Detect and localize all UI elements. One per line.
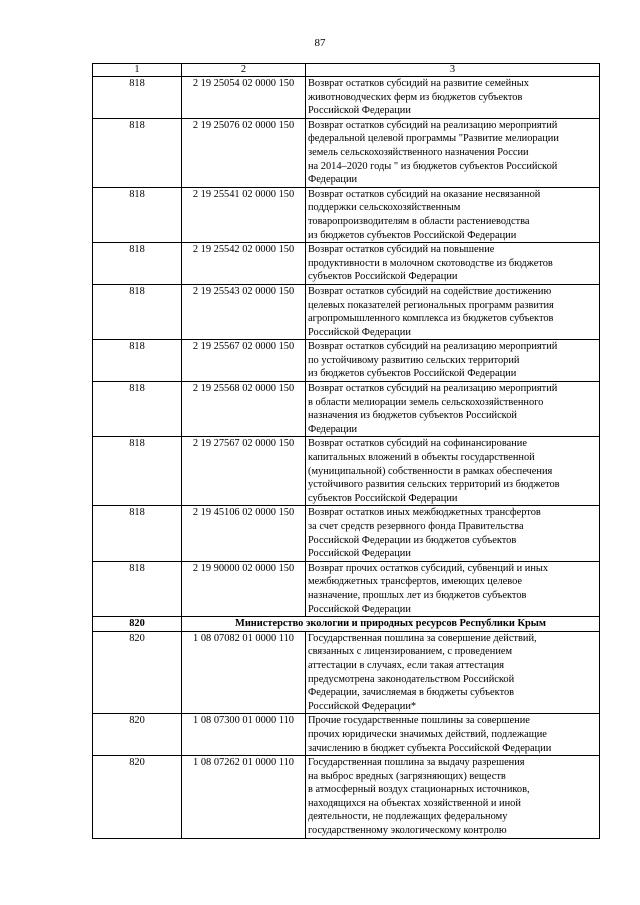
column-header-1: 1	[93, 64, 182, 77]
description-line: субъектов Российской Федерации	[308, 492, 458, 504]
description-line: находящихся на объектах хозяйственной и иной	[308, 797, 521, 809]
admin-code-cell: 820	[93, 714, 182, 756]
description-line: агропромышленного комплекса из бюджетов субъектов	[308, 313, 554, 325]
description-line: Федерации	[308, 174, 358, 186]
description-line: Возврат остатков субсидий на реализацию мероприятий	[308, 119, 558, 131]
budget-code-cell: 2 19 27567 02 0000 150	[182, 437, 306, 506]
table-row	[93, 714, 600, 756]
description-line: Российской Федерации	[308, 548, 411, 560]
admin-code-cell: 818	[93, 77, 182, 119]
description-line: из бюджетов субъектов Российской Федерации	[308, 368, 517, 380]
admin-code-cell: 818	[93, 437, 182, 506]
budget-classification-table	[92, 63, 600, 839]
description-cell	[306, 631, 600, 714]
page-number: 87	[314, 37, 326, 49]
admin-code-cell: 818	[93, 561, 182, 616]
description-line: Возврат прочих остатков субсидий, субвенций и иных	[308, 562, 549, 574]
description-line: прочих юридически значимых действий, подлежащие	[308, 728, 547, 740]
section-header-row	[93, 617, 600, 632]
description-line: межбюджетных трансфертов, имеющих целевое	[308, 576, 523, 588]
description-line: Возврат остатков субсидий на реализацию мероприятий	[308, 341, 558, 353]
description-line: Возврат остатков субсидий на содействие достижению	[308, 285, 552, 297]
description-cell	[306, 243, 600, 285]
description-line: деятельности, не подлежащих федеральному	[308, 811, 508, 823]
budget-code-cell: 1 08 07082 01 0000 110	[182, 631, 306, 714]
description-line: Российской Федерации	[308, 326, 411, 338]
section-admin-code: 820	[93, 617, 182, 632]
description-line: (муниципальной) собственности в рамках обеспечения	[308, 465, 553, 477]
description-line: аттестации в случаях, если такая аттестация	[308, 659, 505, 671]
description-line: Прочие государственные пошлины за совершение	[308, 715, 530, 727]
description-line: Возврат остатков субсидий на софинансирование	[308, 438, 527, 450]
description-line: Возврат остатков субсидий на оказание несвязанной	[308, 188, 541, 200]
description-cell	[306, 506, 600, 561]
admin-code-cell: 818	[93, 243, 182, 285]
description-cell	[306, 561, 600, 616]
description-line: поддержки сельскохозяйственным	[308, 202, 461, 214]
admin-code-cell: 818	[93, 382, 182, 437]
admin-code-cell: 820	[93, 631, 182, 714]
description-line: по устойчивому развитию сельских территорий	[308, 354, 520, 366]
description-line: назначения из бюджетов субъектов Российской	[308, 410, 517, 422]
description-line: из бюджетов субъектов Российской Федерации	[308, 229, 517, 241]
description-line: связанных с лицензированием, с проведением	[308, 646, 513, 658]
admin-code-cell: 818	[93, 187, 182, 242]
table-body	[93, 77, 600, 839]
budget-code-cell: 2 19 25543 02 0000 150	[182, 284, 306, 339]
admin-code-cell: 818	[93, 340, 182, 382]
table-row	[93, 187, 600, 242]
table-row	[93, 631, 600, 714]
description-line: Государственная пошлина за выдачу разрешения	[308, 757, 525, 769]
description-cell	[306, 77, 600, 119]
budget-code-cell: 2 19 45106 02 0000 150	[182, 506, 306, 561]
description-line: Российской Федерации из бюджетов субъектов	[308, 534, 517, 546]
description-line: субъектов Российской Федерации	[308, 271, 458, 283]
table-row	[93, 756, 600, 839]
budget-code-cell: 1 08 07300 01 0000 110	[182, 714, 306, 756]
description-line: Федерации	[308, 423, 358, 435]
description-cell	[306, 382, 600, 437]
description-line: федеральной целевой программы "Развитие мелиорации	[308, 133, 559, 145]
description-cell	[306, 437, 600, 506]
admin-code-cell: 818	[93, 506, 182, 561]
admin-code-cell: 820	[93, 756, 182, 839]
budget-code-cell: 2 19 25568 02 0000 150	[182, 382, 306, 437]
description-line: за счет средств резервного фонда Правительства	[308, 521, 524, 532]
description-line: Возврат остатков субсидий на реализацию мероприятий	[308, 383, 558, 395]
table-row	[93, 506, 600, 561]
table-row	[93, 77, 600, 119]
header-row	[93, 64, 600, 77]
description-line: Российской Федерации	[308, 603, 411, 615]
description-line: зачислению в бюджет субъекта Российской Федерации	[308, 742, 552, 754]
description-line: на выброс вредных (загрязняющих) веществ	[308, 770, 506, 782]
description-cell	[306, 187, 600, 242]
table-header	[93, 64, 600, 77]
description-cell	[306, 118, 600, 187]
budget-code-cell: 1 08 07262 01 0000 110	[182, 756, 306, 839]
description-line: земель сельскохозяйственного назначения России	[308, 146, 529, 158]
table-row	[93, 561, 600, 616]
table-row	[93, 284, 600, 339]
admin-code-cell: 818	[93, 284, 182, 339]
description-line: на 2014–2020 годы " из бюджетов субъектов Российской	[308, 160, 558, 172]
table-row	[93, 118, 600, 187]
description-line: предусмотрена законодательством Российской	[308, 673, 515, 685]
description-cell	[306, 756, 600, 839]
budget-code-cell: 2 19 25054 02 0000 150	[182, 77, 306, 119]
description-cell	[306, 284, 600, 339]
admin-code-cell: 818	[93, 118, 182, 187]
table-row	[93, 340, 600, 382]
budget-code-cell: 2 19 90000 02 0000 150	[182, 561, 306, 616]
table-row	[93, 243, 600, 285]
description-line: назначение, прошлых лет из бюджетов субъектов	[308, 589, 527, 601]
description-line: капитальных вложений в объекты государственной	[308, 452, 535, 464]
budget-code-cell: 2 19 25542 02 0000 150	[182, 243, 306, 285]
description-line: Федерации, зачисляемая в бюджеты субъектов	[308, 687, 515, 699]
column-header-2: 2	[182, 64, 306, 77]
description-line: в области мелиорации земель сельскохозяйственного	[308, 396, 544, 408]
budget-code-cell: 2 19 25076 02 0000 150	[182, 118, 306, 187]
description-line: устойчивого развития сельских территорий из бюджетов	[308, 479, 560, 491]
description-line: целевых показателей региональных программ развития	[308, 299, 554, 311]
description-line: Возврат остатков иных межбюджетных трансфертов	[308, 507, 541, 519]
column-header-3: 3	[306, 64, 600, 77]
table-row	[93, 382, 600, 437]
description-line: государственному экологическому контролю	[308, 825, 507, 837]
budget-code-cell: 2 19 25567 02 0000 150	[182, 340, 306, 382]
description-line: в атмосферный воздух стационарных источников,	[308, 784, 530, 796]
description-line: Российской Федерации*	[308, 700, 417, 712]
section-title: Министерство экологии и природных ресурсов Республики Крым	[182, 617, 600, 632]
table-row	[93, 437, 600, 506]
description-line: Государственная пошлина за совершение действий,	[308, 632, 537, 644]
description-line: Возврат остатков субсидий на развитие семейных	[308, 78, 529, 89]
description-line: продуктивности в молочном скотоводстве из бюджетов	[308, 257, 553, 269]
description-line: животноводческих ферм из бюджетов субъектов	[308, 91, 523, 103]
description-line: Российской Федерации	[308, 105, 411, 117]
description-line: товаропроизводителям в области растениеводства	[308, 215, 530, 227]
description-line: Возврат остатков субсидий на повышение	[308, 244, 495, 256]
description-cell	[306, 714, 600, 756]
budget-code-cell: 2 19 25541 02 0000 150	[182, 187, 306, 242]
description-cell	[306, 340, 600, 382]
